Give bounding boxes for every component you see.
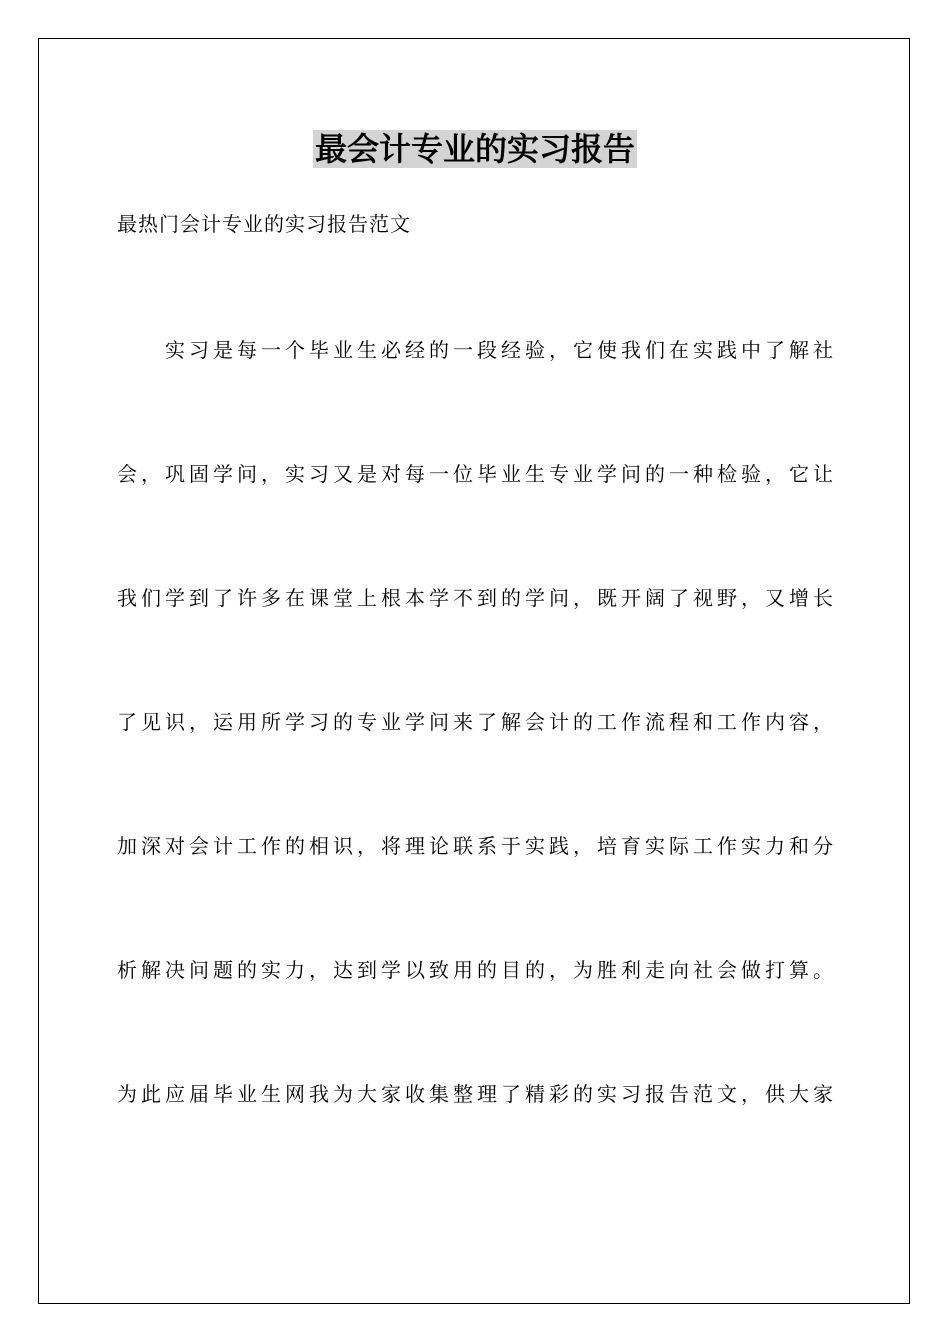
paragraph-line-3: 我们学到了许多在课堂上根本学不到的学问，既开阔了视野，又增长 xyxy=(117,586,833,610)
paragraph-line-7: 为此应届毕业生网我为大家收集整理了精彩的实习报告范文，供大家 xyxy=(117,1082,833,1106)
document-subtitle: 最热门会计专业的实习报告范文 xyxy=(117,212,411,236)
paragraph-line-1: 实习是每一个毕业生必经的一段经验，它使我们在实践中了解社 xyxy=(165,338,833,362)
paragraph-line-6: 析解决问题的实力，达到学以致用的目的，为胜利走向社会做打算。 xyxy=(117,958,833,982)
document-title-text: 最会计专业的实习报告 xyxy=(314,130,635,168)
paragraph-line-2: 会，巩固学问，实习又是对每一位毕业生专业学问的一种检验，它让 xyxy=(117,462,833,486)
paragraph-line-5: 加深对会计工作的相识，将理论联系于实践，培育实际工作实力和分 xyxy=(117,834,833,858)
paragraph-line-4: 了见识，运用所学习的专业学问来了解会计的工作流程和工作内容， xyxy=(117,710,833,734)
document-title xyxy=(0,128,950,170)
